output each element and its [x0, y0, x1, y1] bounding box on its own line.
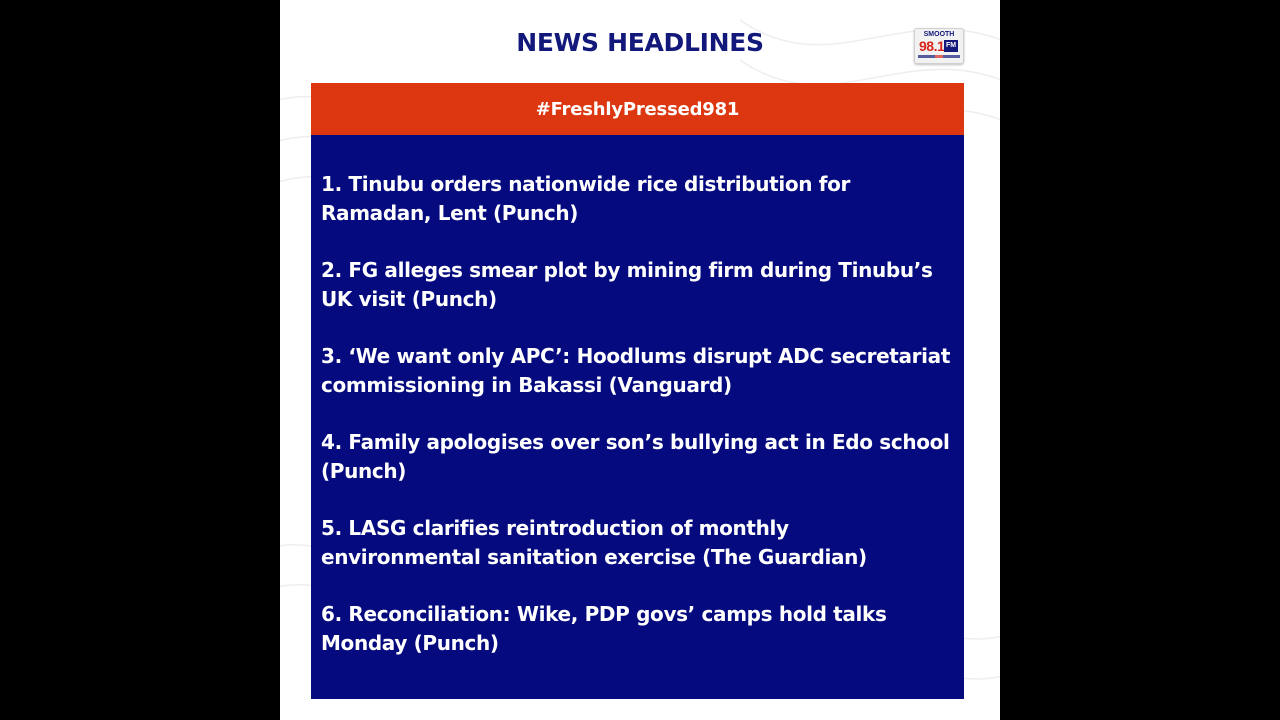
headline-item: 6. Reconciliation: Wike, PDP govs’ camps hold talks Monday (Punch)	[321, 602, 887, 655]
page-title: NEWS HEADLINES	[516, 28, 764, 57]
headline-item: 1. Tinubu orders nationwide rice distribution for Ramadan, Lent (Punch)	[321, 172, 851, 225]
headline-item: 3. ‘We want only APC’: Hoodlums disrupt ADC secretariat commissioning in Bakassi (Vanguard)	[321, 344, 951, 397]
logo-stripe	[918, 55, 960, 58]
hashtag-label: #FreshlyPressed981	[535, 98, 740, 120]
news-card	[280, 0, 1000, 720]
headlines-panel	[311, 83, 964, 699]
logo-top-text: SMOOTH	[923, 31, 955, 38]
headline-item: 2. FG alleges smear plot by mining firm during Tinubu’s UK visit (Punch)	[321, 258, 933, 311]
logo-band: FM	[944, 40, 958, 52]
headline-list	[321, 170, 951, 686]
logo-frequency: 98.1	[919, 38, 945, 54]
station-logo	[914, 28, 964, 64]
hashtag-banner	[311, 83, 964, 135]
headline-item: 5. LASG clarifies reintroduction of monthly environmental sanitation exercise (The Guardian)	[321, 516, 867, 569]
headline-item: 4. Family apologises over son’s bullying act in Edo school (Punch)	[321, 430, 950, 483]
